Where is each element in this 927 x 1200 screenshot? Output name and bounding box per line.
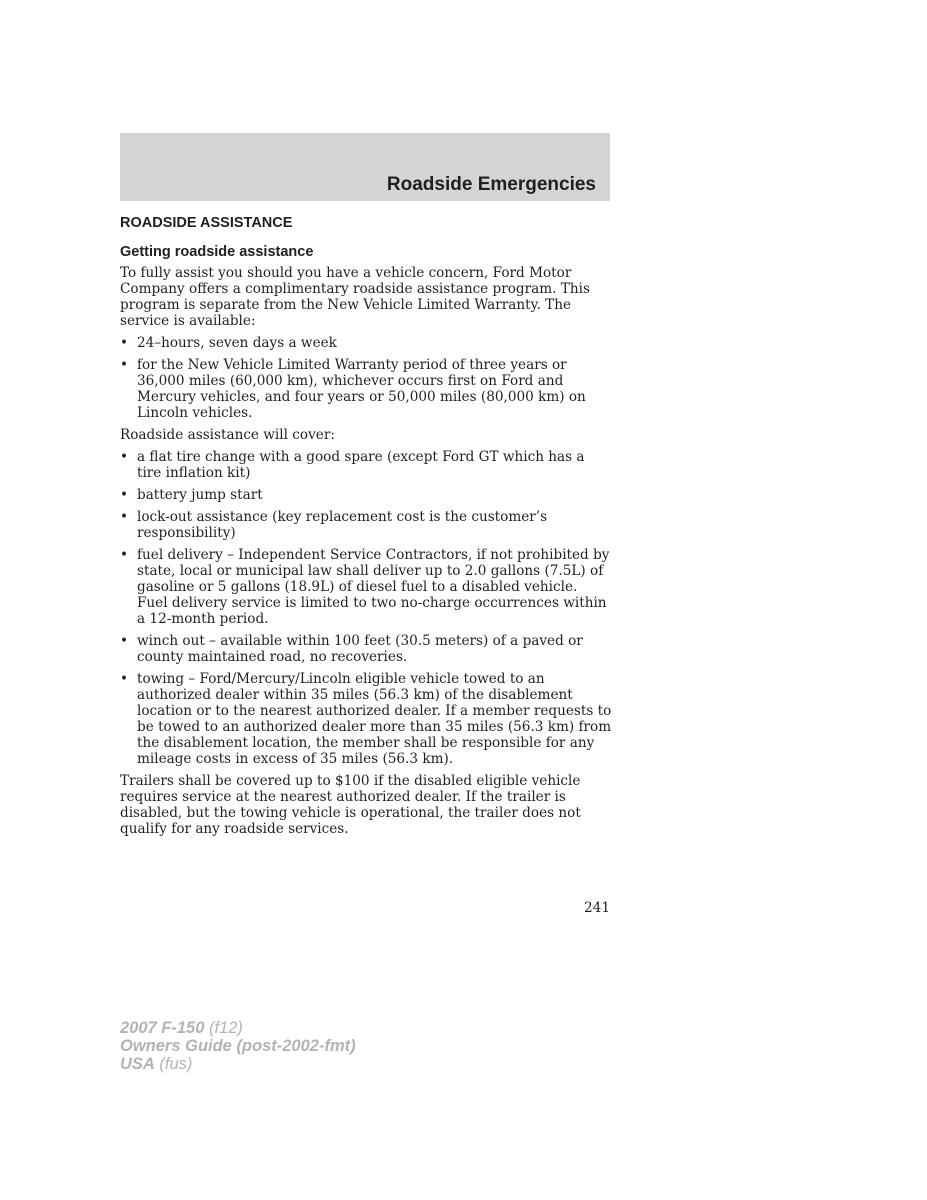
list-item-text: a flat tire change with a good spare (except Ford GT which has a tire inflation kit) — [137, 449, 585, 481]
list-item-text: battery jump start — [137, 487, 263, 503]
coverage-list — [120, 449, 612, 767]
list-item-text: for the New Vehicle Limited Warranty period of three years or 36,000 miles (60,000 km), whichever occurs first on Ford and Mercury vehicles, and four years or 50,000 miles (80,000 km) on Lincoln vehicles. — [137, 357, 586, 421]
bullet-icon: • — [120, 357, 129, 373]
availability-list — [120, 335, 612, 421]
coverage-intro: Roadside assistance will cover: — [120, 427, 335, 443]
subsection-heading: Getting roadside assistance — [120, 244, 314, 260]
list-item — [120, 671, 612, 767]
trailers-paragraph: Trailers shall be covered up to $100 if the disabled eligible vehicle requires service at the nearest authorized dealer. If the trailer is disabled, but the towing vehicle is operational, the trailer does not qualify for any roadside services. — [120, 773, 581, 837]
page-number: 241 — [584, 900, 610, 916]
bullet-icon: • — [120, 547, 129, 563]
list-item — [120, 449, 612, 481]
list-item-text: towing – Ford/Mercury/Lincoln eligible vehicle towed to an authorized dealer within 35 miles (56.3 km) of the disablement location or to the nearest authorized dealer. If a member requests to be towed to an authorized dealer more than 35 miles (56.3 km) from the disablement location, the member shall be responsible for any mileage costs in excess of 35 miles (56.3 km). — [137, 671, 612, 767]
footer-market-code: (fus) — [154, 1055, 193, 1073]
footer-model-code: (f12) — [204, 1019, 243, 1037]
section-header-band — [120, 133, 610, 201]
list-item — [120, 547, 612, 627]
list-item-text: fuel delivery – Independent Service Contractors, if not prohibited by state, local or municipal law shall deliver up to 2.0 gallons (7.5L) of gasoline or 5 gallons (18.9L) of diesel fuel to a disabled vehicle. Fuel delivery service is limited to two no-charge occurrences within a 12-month period. — [137, 547, 610, 627]
document-footer — [120, 1019, 356, 1073]
list-item — [120, 487, 612, 503]
intro-paragraph: To fully assist you should you have a vehicle concern, Ford Motor Company offers a complimentary roadside assistance program. This program is separate from the New Vehicle Limited Warranty. The service is available: — [120, 265, 590, 329]
footer-guide: Owners Guide (post-2002-fmt) — [120, 1037, 356, 1055]
section-title: Roadside Emergencies — [386, 174, 596, 195]
bullet-icon: • — [120, 509, 129, 525]
bullet-icon: • — [120, 449, 129, 465]
bullet-icon: • — [120, 335, 129, 351]
bullet-icon: • — [120, 487, 129, 503]
footer-line-market — [120, 1055, 356, 1073]
section-heading: ROADSIDE ASSISTANCE — [120, 215, 293, 231]
list-item — [120, 633, 612, 665]
footer-model: 2007 F-150 — [120, 1019, 205, 1037]
bullet-icon: • — [120, 633, 129, 649]
footer-line-model — [120, 1019, 356, 1037]
list-item — [120, 357, 612, 421]
page-content — [120, 214, 612, 843]
list-item — [120, 335, 612, 351]
list-item — [120, 509, 612, 541]
bullet-icon: • — [120, 671, 129, 687]
list-item-text: 24–hours, seven days a week — [137, 335, 337, 351]
list-item-text: winch out – available within 100 feet (30.5 meters) of a paved or county maintained road, no recoveries. — [137, 633, 583, 665]
list-item-text: lock-out assistance (key replacement cost is the customer’s responsibility) — [137, 509, 548, 541]
footer-market: USA — [120, 1055, 155, 1073]
